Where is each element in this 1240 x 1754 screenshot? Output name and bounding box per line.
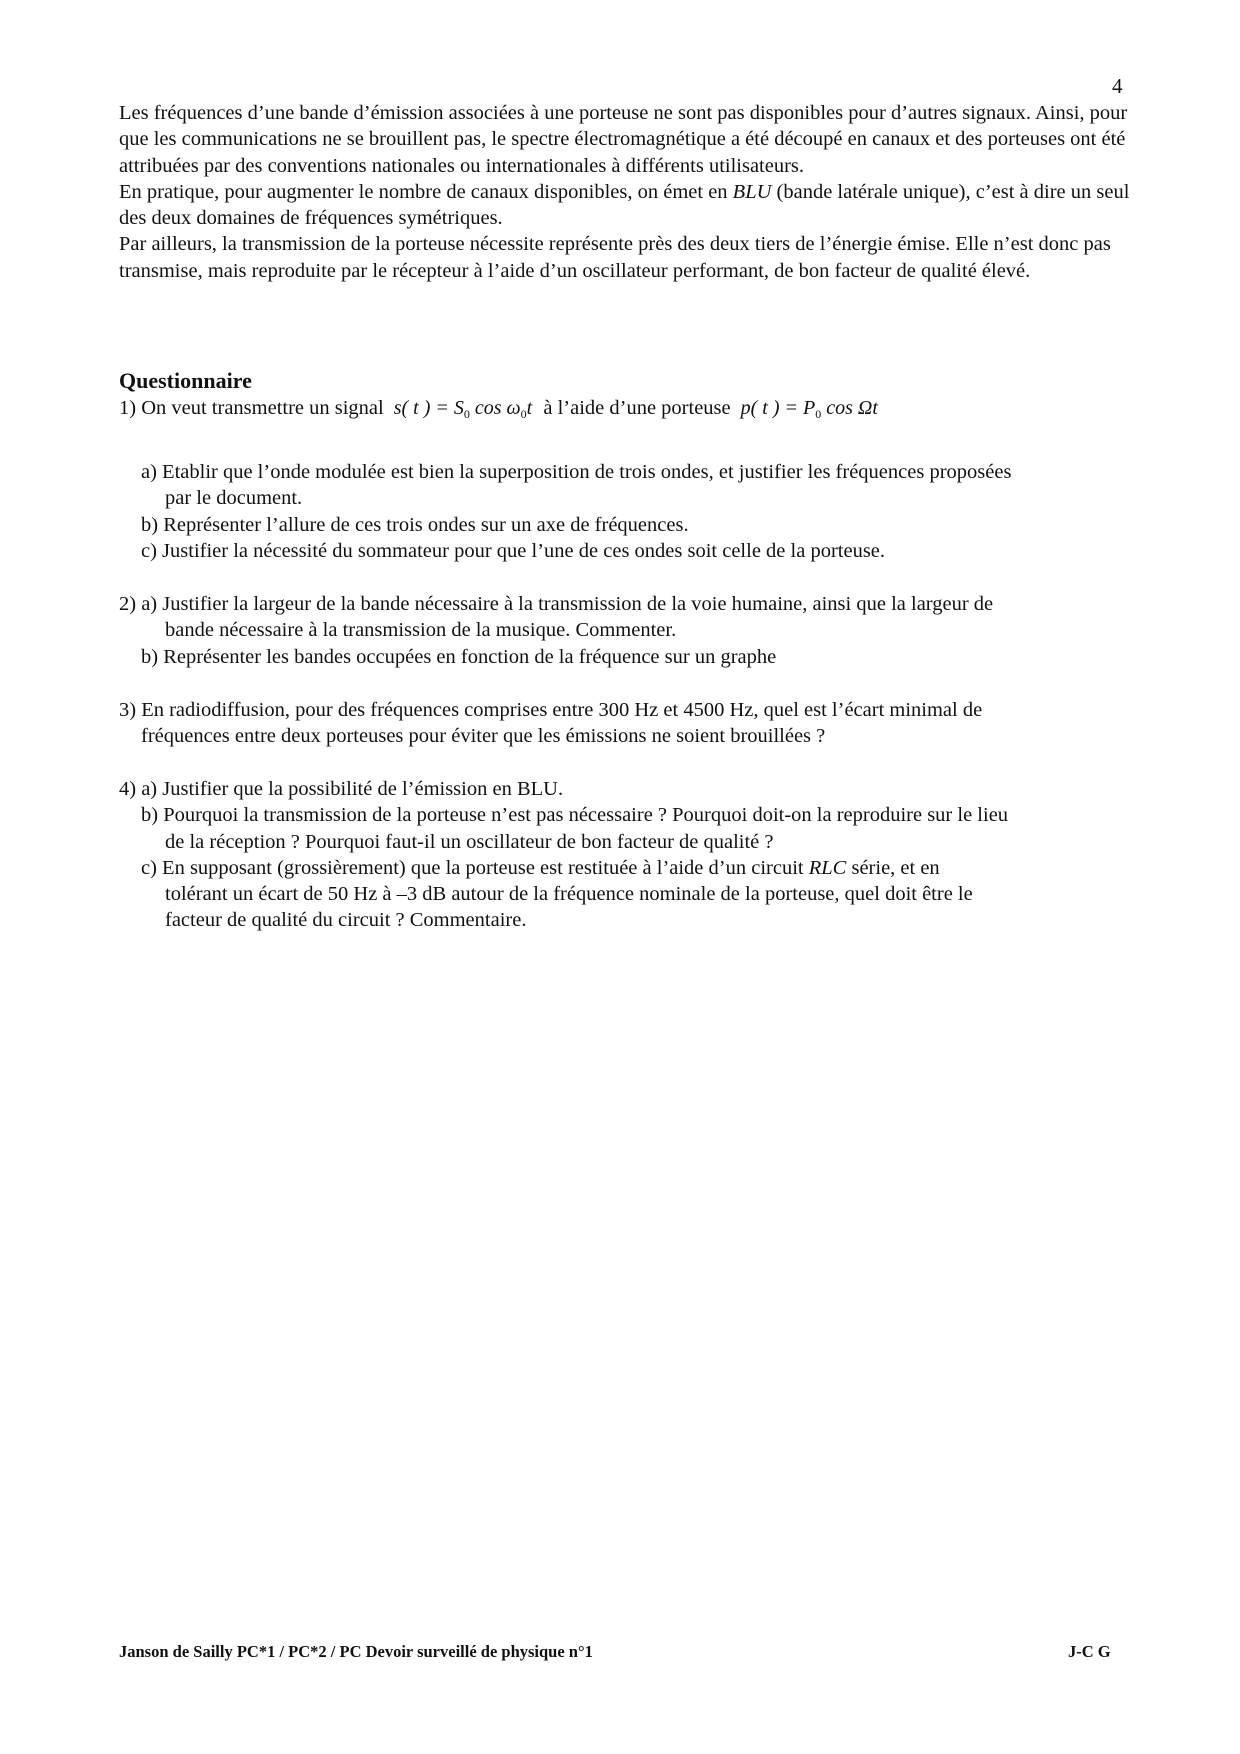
question-1a: a) Etablir que l’onde modulée est bien la superposition de trois ondes, et justifier les fréquences proposées xyxy=(141,461,1012,483)
signal-formula: s( t ) = $S_0$ $\cos \omega_0t$ xyxy=(393,397,533,421)
intro-paragraph-2 xyxy=(119,179,1134,232)
question-3-line-1: 3) En radiodiffusion, pour des fréquences comprises entre 300 Hz et 4500 Hz, quel est l’écart minimal de xyxy=(119,699,983,721)
question-3-line-2: fréquences entre deux porteuses pour éviter que les émissions ne soient brouillées ? xyxy=(141,725,826,748)
question-2a: 2) a) Justifier la largeur de la bande nécessaire à la transmission de la voie humaine, ainsi que la largeur de xyxy=(119,593,994,615)
question-2 xyxy=(119,591,1134,670)
question-1c: c) Justifier la nécessité du sommateur pour que l’une de ces ondes soit celle de la porteuse. xyxy=(141,539,886,562)
question-1b: b) Représenter l’allure de ces trois ondes sur un axe de fréquences. xyxy=(141,513,689,536)
question-1-lead: 1) On veut transmettre un signal xyxy=(119,397,384,419)
intro-p2-after: (bande latérale unique), c’est à dire un seul des deux domaines de fréquences symétriques. xyxy=(119,180,1130,230)
question-1-lead-line xyxy=(119,395,1134,427)
question-1 xyxy=(119,395,1134,427)
question-4 xyxy=(119,776,1134,934)
intro-paragraph-1: Les fréquences d’une bande d’émission associées à une porteuse ne sont pas disponibles pour d’autres signaux. Ainsi, pour que les communications ne se brouillent pas, le spectre électromagnétique a été découpé en canaux et des porteuses ont été attribuées par des conventions nationales ou internationales à différents utilisateurs. xyxy=(119,102,1128,177)
footer-right: J-C G xyxy=(1068,1642,1111,1661)
question-4b: b) Pourquoi la transmission de la porteuse n’est pas nécessaire ? Pourquoi doit-on la reproduire sur le lieu xyxy=(141,804,1009,827)
intro-text xyxy=(119,100,1134,284)
intro-paragraph-3: Par ailleurs, la transmission de la porteuse nécessite représente près des deux tiers de l’énergie émise. Elle n’est donc pas transmise, mais reproduite par le récepteur à l’aide d’un oscillateur performant, de bon facteur de qualité élevé. xyxy=(119,233,1111,282)
question-3 xyxy=(119,697,1134,750)
question-4c-cont-2: facteur de qualité du circuit ? Commentaire. xyxy=(165,909,527,932)
blu-term: BLU xyxy=(732,180,772,203)
question-2a-cont: bande nécessaire à la transmission de la musique. Commenter. xyxy=(165,619,677,642)
carrier-formula: p( t ) = $P_0$ cos Ωt xyxy=(740,397,878,421)
intro-p2-before: En pratique, pour augmenter le nombre de canaux disponibles, on émet en xyxy=(119,180,733,203)
question-1a-cont: par le document. xyxy=(165,487,303,510)
rlc-term: RLC xyxy=(808,856,847,879)
question-4c-cont-1: tolérant un écart de 50 Hz à –3 dB autour de la fréquence nominale de la porteuse, quel doit être le xyxy=(165,883,973,906)
page-number: 4 xyxy=(1112,74,1123,98)
questionnaire-heading: Questionnaire xyxy=(119,368,252,393)
question-4b-cont: de la réception ? Pourquoi faut-il un oscillateur de bon facteur de qualité ? xyxy=(165,830,774,853)
question-1-middle: à l’aide d’une porteuse xyxy=(543,397,731,419)
question-4a: 4) a) Justifier que la possibilité de l’émission en BLU. xyxy=(119,778,564,800)
question-4c: c) En supposant (grossièrement) que la porteuse est restituée à l’aide d’un circuit RLC série, et en xyxy=(141,856,940,879)
footer-left: Janson de Sailly PC*1 / PC*2 / PC Devoir surveillé de physique n°1 xyxy=(119,1642,593,1661)
question-1-parts xyxy=(119,459,1134,564)
question-2b: b) Représenter les bandes occupées en fonction de la fréquence sur un graphe xyxy=(141,645,777,668)
